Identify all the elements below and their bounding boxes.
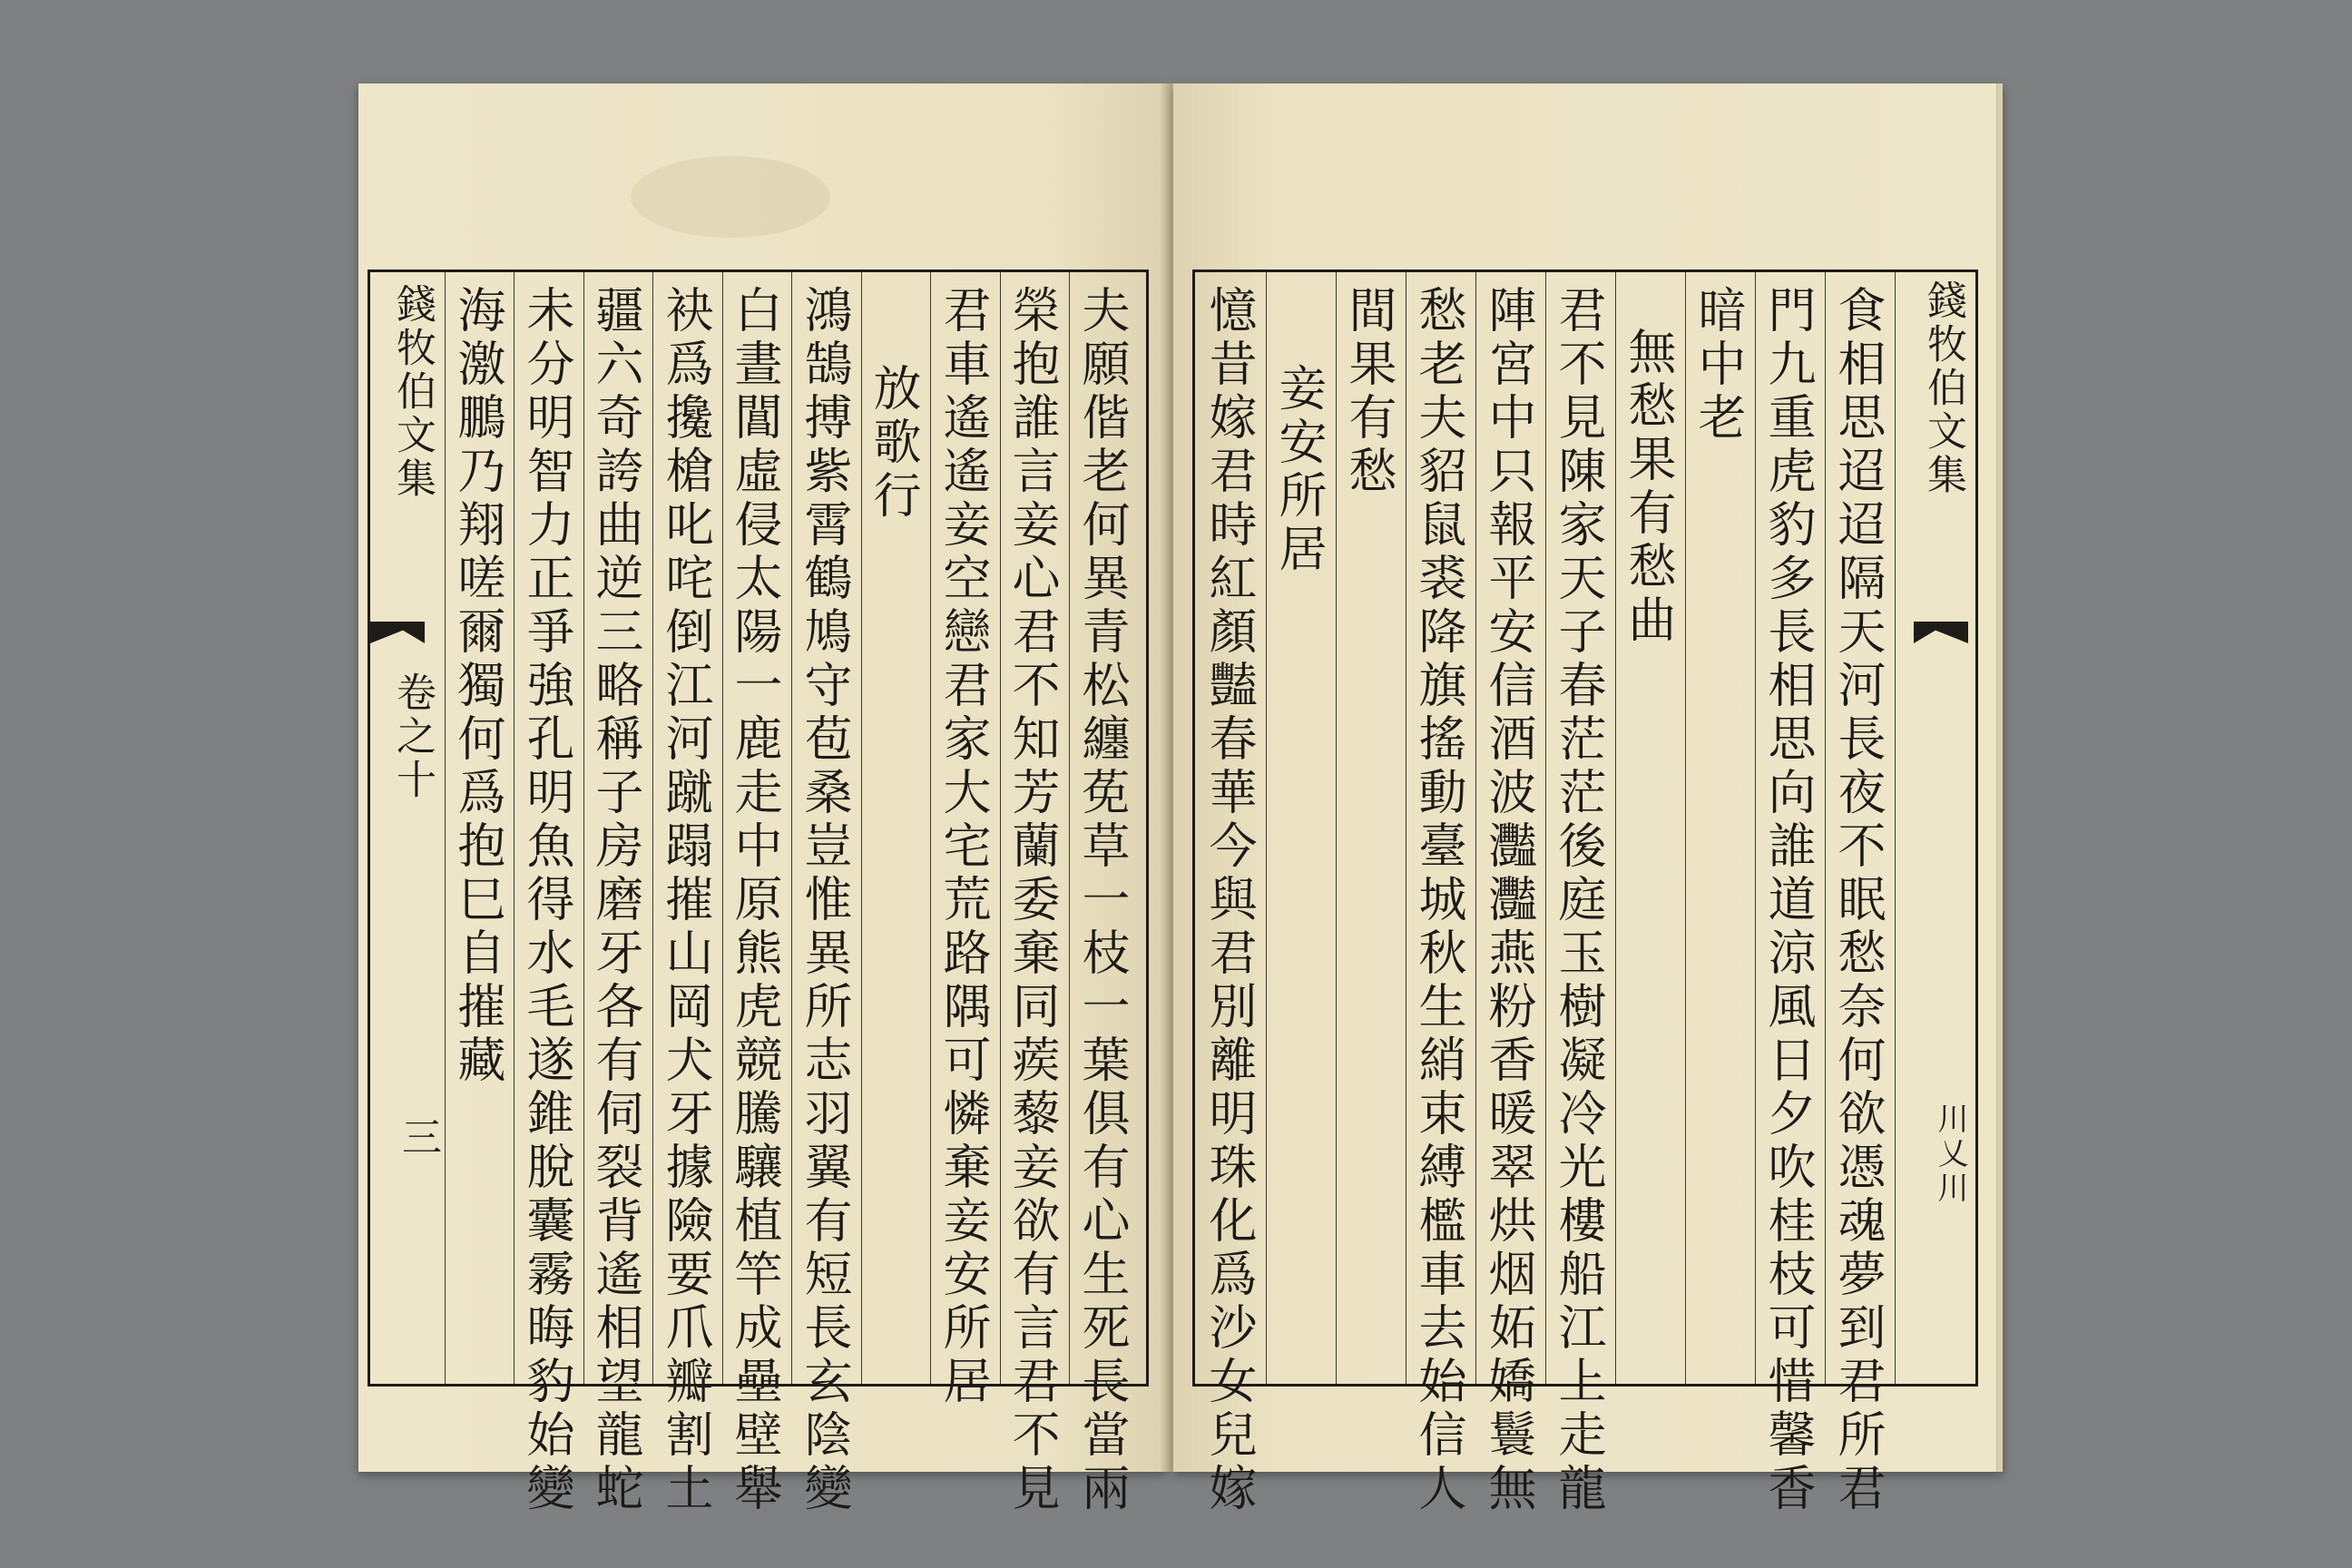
text-column: 愁老夫貂鼠裘降旗搖動臺城秋生綃束縛檻車去始信人	[1411, 285, 1466, 1516]
open-book	[358, 83, 2003, 1516]
poem-title: 無愁果有愁曲	[1621, 327, 1676, 648]
left-page	[358, 83, 1166, 1516]
text-column: 疆六奇誇曲逆三略稱子房磨牙各有伺裂背遙相望龍蛇	[588, 285, 643, 1516]
page-number: 三	[395, 1116, 441, 1156]
text-column: 食相思迢迢隔天河長夜不眠愁奈何欲憑魂夢到君所君	[1830, 285, 1886, 1516]
margin-title: 錢牧伯文集	[389, 283, 436, 501]
text-column: 間果有愁	[1341, 285, 1396, 499]
text-column: 暗中老	[1690, 285, 1746, 446]
margin-marks: 川乂川	[1932, 1102, 1968, 1206]
text-column: 榮抱誰言妾心君不知芳蘭委棄同蒺藜妾欲有言君不見	[1004, 285, 1060, 1516]
text-column: 未分明智力正爭強孔明魚得水毛遂錐脫囊霧晦豹始變	[519, 285, 574, 1516]
right-page	[1173, 83, 2003, 1516]
text-column: 海激鵬乃翔嗟爾獨何爲抱巳自摧藏	[450, 285, 505, 1088]
poem-title: 妾安所居	[1271, 363, 1327, 577]
fish-tail-mark	[370, 622, 425, 643]
left-text-frame	[368, 270, 1149, 1516]
text-column: 憶昔嫁君時紅顏豔春華今與君別離明珠化爲沙女兒嫁	[1201, 285, 1257, 1516]
poem-title: 放歌行	[866, 363, 921, 524]
margin-title: 錢牧伯文集	[1920, 279, 1966, 497]
page-edge	[1996, 83, 2003, 1472]
text-column: 君車遙遙妾空戀君家大宅荒路隅可憐棄妾安所居	[936, 285, 991, 1409]
text-column: 夫願偕老何異青松纏莬草一枝一葉俱有心生死長當兩	[1074, 285, 1130, 1516]
text-column: 白晝閶虛侵太陽一鹿走中原熊虎競騰驤植竿成壘壁舉	[727, 285, 782, 1516]
text-column: 鴻鵠搏紫霄鶴鳩守苞桑豈惟異所志羽翼有短長玄陰變	[797, 285, 852, 1516]
right-text-frame	[1192, 270, 1978, 1516]
text-column: 陣宮中只報平安信酒波灩灩燕粉香暖翠烘烟妬嬌鬟無	[1481, 285, 1536, 1516]
text-column: 君不見陳家天子春茫茫後庭玉樹凝冷光樓船江上走龍	[1551, 285, 1606, 1516]
text-column: 袂爲攙槍叱咤倒江河蹴蹋摧山岡犬牙據險要爪瓣割土	[658, 285, 713, 1516]
text-column: 門九重虎豹多長相思向誰道涼風日夕吹桂枝可惜馨香	[1760, 285, 1816, 1516]
fish-tail-mark	[1914, 622, 1968, 643]
volume-label: 卷之十	[389, 671, 436, 802]
